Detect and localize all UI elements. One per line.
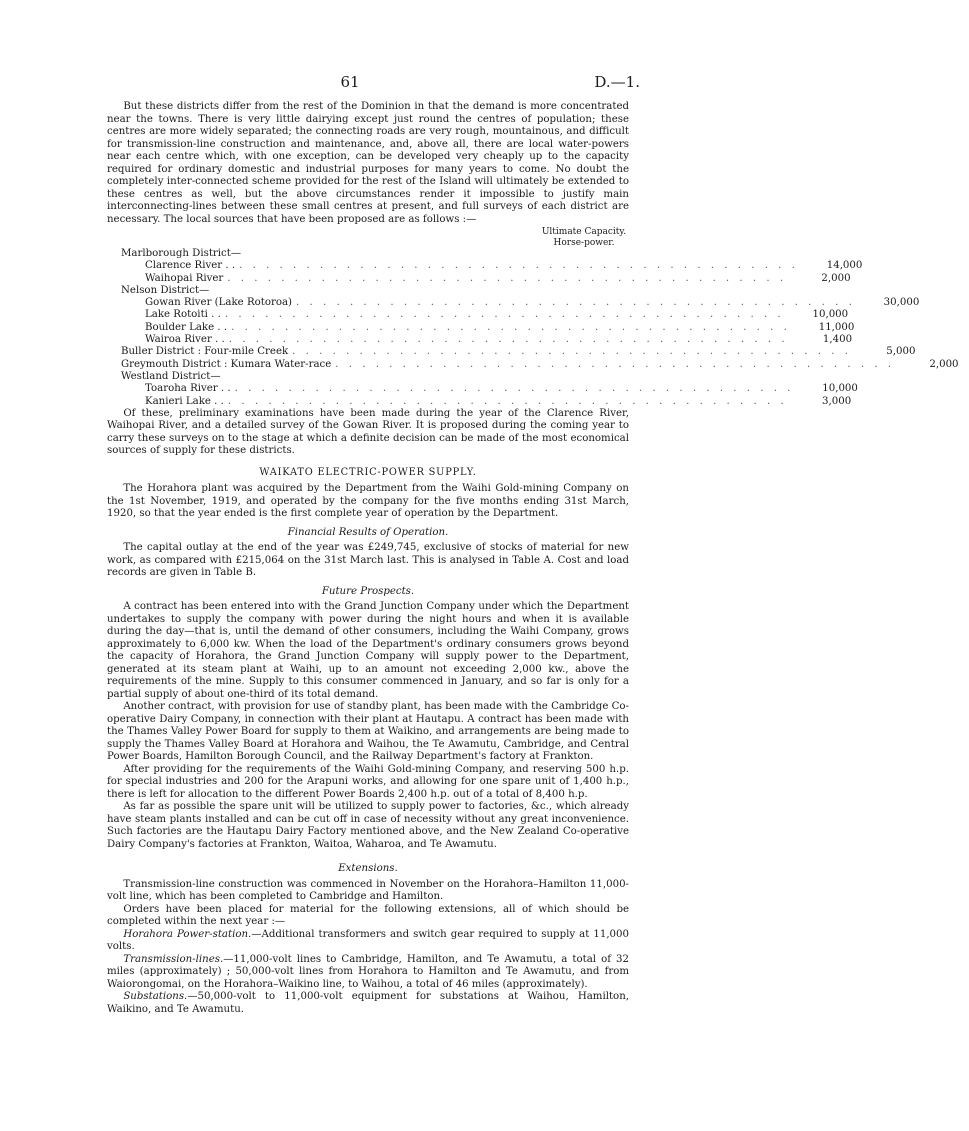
extensions-paragraph-1: Transmission-line construction was commenced in November on the Horahora–Hamilton 11,000-volt line, which has been completed to Cambridge and Hamilton. [107,878,629,903]
extension-item-substations [107,991,629,1016]
prospects-paragraph-1: A contract has been entered into with the Grand Junction Company under which the Department undertakes to supply the company with power during the night hours and when it is available during the day—that is, until the demand of other consumers, including the Waihi Company, grows approximately to 6,000 kw. When the load of the Department's ordinary consumers grows beyond the capacity of Horahora, the Grand Junction Company will supply power to the Department, generated at its steam plant at Waihi, up to an amount not exceeding 2,000 kw., above the requirements of the mine. Supply to this consumer commenced in January, and so far is only for a partial supply of about one-third of its total demand. [107,601,629,700]
table-row-value: 11,000 [818,321,855,333]
page-number: 61 [340,73,360,91]
table-row-label: Greymouth District : Kumara Water-race [121,358,332,370]
table-row-label: Westland District— [121,370,221,382]
table-row-value: 3,000 [822,395,852,407]
extension-item-transmission [107,954,629,992]
table-leader-dots: . . . . . . . . . . . . . . . . . . . . . . . . . . . . . . . . . . . . . . . . . . [224,309,785,321]
intro-paragraph: But these districts differ from the rest of the Dominion in that the demand is more concentrated near the towns. There is very little dairying except just round the centres of population; these centres are more widely separated; the connecting roads are very rough, mountainous, and difficult for transmission-line construction and maintenance, and, above all, there are local water-powers near each centre which, with one exception, can be developed very cheaply up to the capacity required for ordinary domestic and industrial purposes for many years to come. No doubt the completely inter-connected scheme provided for the rest of the Island will ultimately be extended to these centres as well, but the above circumstances render it impossible to justify main interconnecting-lines between these small centres at present, and full surveys of each district are necessary. The local sources that have been proposed are as follows :— [107,101,629,225]
financial-paragraph: The capital outlay at the end of the year was £249,745, exclusive of stocks of material for new work, as compared with £215,064 on the 31st March last. This is analysed in Table A. Cost and load records are given in Table B. [107,542,629,579]
table-row-label: Clarence River . . [145,260,236,272]
table-row [107,321,855,334]
table-row-label: Buller District : Four-mile Creek [121,346,289,358]
table-leader-dots: . . . . . . . . . . . . . . . . . . . . . . . . . . . . . . . . . . . . . . . . . . [292,346,852,358]
table-row-label: Kanieri Lake . . [145,395,224,407]
table-row [107,285,629,297]
table-row-label: Boulder Lake . . [145,321,228,333]
extension-item-label: Substations. [123,991,188,1003]
table-row [107,297,920,309]
table-leader-dots: . . . . . . . . . . . . . . . . . . . . . . . . . . . . . . . . . . . . . . . . . . [227,272,787,284]
table-row-label: Wairoa River . . [145,334,225,346]
prospects-paragraph-3: After providing for the requirements of the Waihi Gold-mining Company, and reserving 500 h.p. for special industries and 200 for the Arapuni works, and allowing for one spare unit of 1,400 h.p., there is left for allocation to the different Power Boards 2,400 h.p. out of a total of 8,400 h.p. [107,763,629,800]
after-table-paragraph: Of these, preliminary examinations have been made during the year of the Clarence River, Waihopai River, and a detailed survey of the Gowan River. It is proposed during the coming year to carry these surveys on to the stage at which a definite decision can be made of the most economical sources of supply for these districts. [107,407,629,457]
waikato-paragraph: The Horahora plant was acquired by the Department from the Waihi Gold-mining Company on the 1st November, 1919, and operated by the company for the five months ending 31st March, 1920, so that the year ended is the first complete year of operation by the Department. [107,483,629,520]
table-row-label: Nelson District— [121,284,210,296]
table-row [107,248,629,260]
extension-item-label: Horahora Power-station. [123,928,252,940]
table-row [107,358,959,371]
table-row-value: 1,400 [822,334,853,346]
subheading-financial: Financial Results of Operation. [287,526,449,538]
prospects-paragraph-4: As far as possible the spare unit will be utilized to supply power to factories, &c., which already have steam plants installed and can be cut off in case of necessity without any great inconvenience. Such factories are the Hautapu Dairy Factory mentioned above, and the New Zealand Co-operative Dairy Company's factories at Frankton, Waitoa, Waharoa, and Te Awamutu. [107,801,629,850]
prospects-paragraph-2: Another contract, with provision for use of standby plant, has been made with the Cambridge Co-operative Dairy Company, in connection with their plant at Hautapu. A contract has been made with the Thames Valley Power Board for supply to them at Waikino, and arrangements are being made to supply the Thames Valley Board at Horahora and Waihou, the Te Awamutu, Cambridge, and Central Power Boards, Hamilton Borough Council, and the Railway Department's factory at Frankton. [107,701,629,763]
extension-item-text: —Additional transformers and switch gear required to supply at 11,000 volts. [107,928,630,953]
extension-item-text: —50,000-volt to 11,000-volt equipment for substations at Waihou, Hamilton, Waikino, and Te Awamutu. [107,991,629,1015]
table-row [107,346,916,358]
extensions-paragraph-2: Orders have been placed for material for the following extensions, all of which should be completed within the next year :— [107,903,629,928]
table-row [107,383,858,395]
section-heading-waikato: WAIKATO ELECTRIC-POWER SUPPLY. [259,466,477,478]
subheading-extensions: Extensions. [338,863,398,875]
table-row-label: Marlborough District— [121,248,242,259]
table-leader-dots: . . . . . . . . . . . . . . . . . . . . . . . . . . . . . . . . . . . . . . . . . . [239,260,799,272]
table-row-value: 2,000 [929,358,959,370]
table-leader-dots: . . . . . . . . . . . . . . . . . . . . . . . . . . . . . . . . . . . . . . . . . . [234,383,794,395]
table-row-value: 30,000 [883,297,920,309]
table-row-label: Toaroha River . . [145,383,231,395]
table-row-value: 2,000 [821,272,851,284]
table-row-value: 14,000 [826,260,863,272]
table-row-value: 10,000 [812,309,849,321]
table-row [107,334,853,346]
extension-item-text: —11,000-volt lines to Cambridge, Hamilton, and Te Awamutu, a total of 32 miles (approximately) ; 50,000-volt lines from Horahora to Hamilton and Te Awamutu, and from Waiorongomai, on the Horahora–Waikino line, to Waihou, a total of 46 miles (approximately). [107,953,629,990]
table-row-value: 10,000 [822,383,858,395]
table-row-value: 5,000 [886,346,916,358]
table-row-label: Waihopai River [145,272,224,284]
document-code: D.—1. [594,73,640,91]
extension-item-label: Transmission-lines. [123,953,224,965]
table-row [107,272,851,285]
table-row [107,309,849,321]
table-leader-dots: . . . . . . . . . . . . . . . . . . . . . . . . . . . . . . . . . . . . . . . . . . [227,395,788,407]
table-row [107,395,852,408]
page-body [107,101,959,1016]
subheading-prospects: Future Prospects. [321,585,415,597]
extension-item-power-station [107,929,629,954]
table-column-header [107,227,629,248]
table-leader-dots: . . . . . . . . . . . . . . . . . . . . . . . . . . . . . . . . . . . . . . . . . . [228,334,789,346]
table-leader-dots: . . . . . . . . . . . . . . . . . . . . . . . . . . . . . . . . . . . . . . . . . . [296,297,856,309]
table-leader-dots: . . . . . . . . . . . . . . . . . . . . . . . . . . . . . . . . . . . . . . . . . . [231,321,791,333]
table-row [107,260,863,272]
water-power-table [107,248,959,408]
table-header-capacity: Ultimate Capacity. [541,227,627,237]
table-row [107,371,629,383]
table-header-unit: Horse-power. [553,237,615,248]
table-row-label: Lake Rotoiti . . [145,309,221,321]
table-leader-dots: . . . . . . . . . . . . . . . . . . . . . . . . . . . . . . . . . . . . . . . . . . [335,358,895,370]
table-row-label: Gowan River (Lake Rotoroa) [145,297,293,309]
